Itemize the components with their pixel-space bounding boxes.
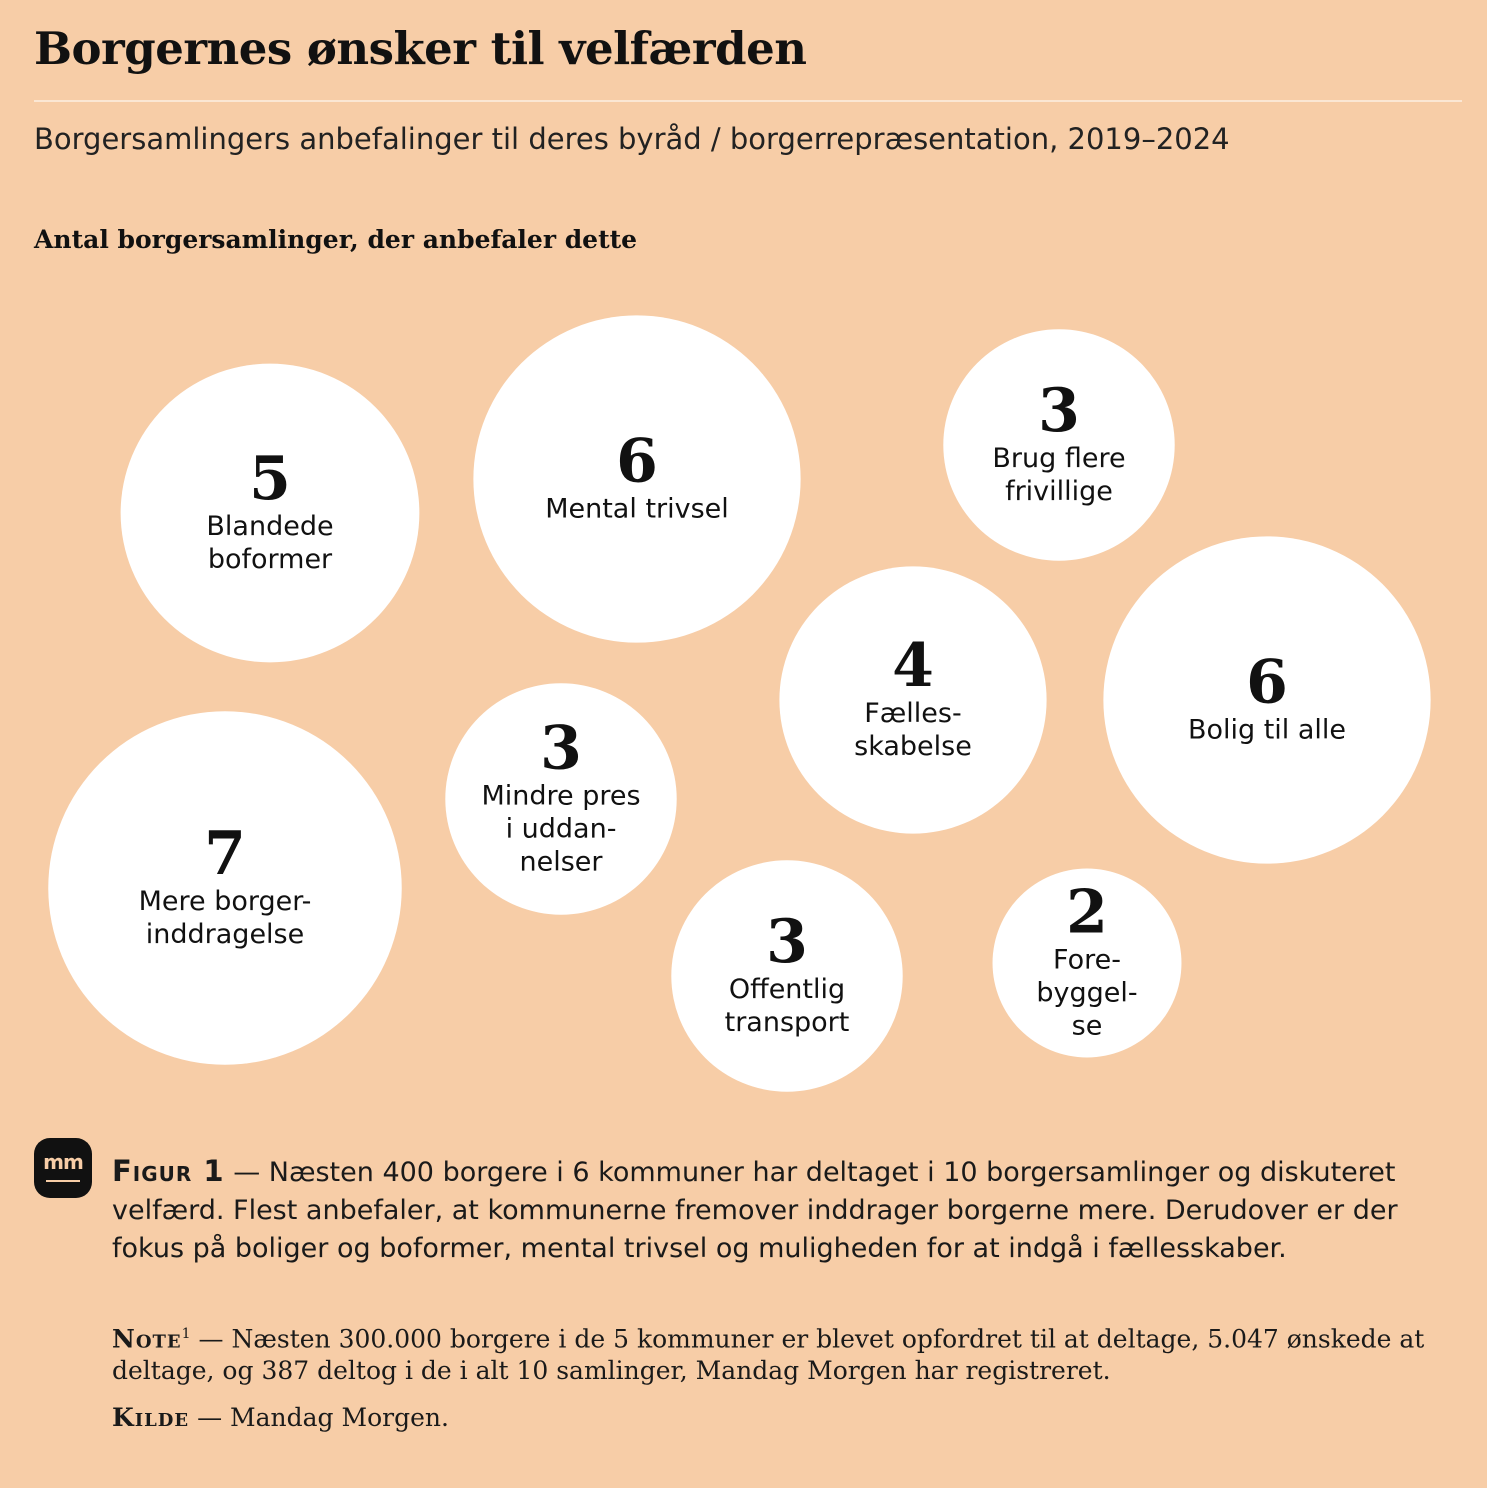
bubble-value: 3	[540, 713, 582, 784]
bubble-value: 5	[249, 444, 291, 514]
bubble-label: boformer	[207, 544, 333, 575]
bubble-0	[121, 364, 420, 663]
bubble-label: Bolig til alle	[1187, 714, 1347, 746]
bubble-5	[445, 683, 676, 914]
bubble-label: Fælles-	[864, 698, 962, 729]
value-axis-title: Antal borgersamlinger, der anbefaler dette	[34, 225, 638, 254]
figure-source	[112, 1402, 1457, 1434]
logo-underline	[46, 1180, 80, 1182]
bubble-6	[48, 711, 401, 1064]
bubble-value: 3	[1038, 376, 1080, 446]
bubble-3	[779, 566, 1046, 833]
bubble-value: 7	[204, 819, 246, 889]
note-superscript: 1	[181, 1326, 191, 1342]
bubble-value: 6	[616, 426, 658, 497]
bubble-label: Mindre pres	[481, 780, 641, 812]
note-text: Næsten 300.000 borgere i de 5 kommuner er blevet opfordret til at deltage, 5.047 ønskede at deltage, og 387 deltog i de i alt 10 samlinger, Mandag Morgen har registreret.	[112, 1324, 1425, 1386]
bubble-value: 2	[1066, 877, 1108, 948]
bubble-value: 6	[1246, 647, 1288, 718]
logo-text: mm	[43, 1150, 83, 1174]
chart-title: Borgernes ønsker til velfærden	[34, 22, 807, 75]
caption-lead: Figur 1	[112, 1154, 225, 1188]
bubble-label: Mere borger-	[138, 886, 312, 917]
bubble-2	[943, 329, 1174, 560]
bubble-label: transport	[724, 1007, 850, 1038]
bubble-label: frivillige	[1005, 476, 1113, 507]
bubble-label: Offentlig	[728, 974, 846, 1005]
bubble-value: 3	[766, 907, 808, 977]
caption-dash: —	[233, 1157, 261, 1188]
bubble-label: Mental trivsel	[545, 493, 729, 525]
bubble-8	[993, 869, 1182, 1058]
bubble-label: skabelse	[854, 731, 972, 762]
bubble-label: Fore-	[1053, 944, 1121, 976]
bubble-4	[1103, 536, 1430, 863]
bubble-label: nelser	[519, 846, 603, 878]
note-dash: —	[198, 1324, 224, 1354]
mandag-morgen-logo	[34, 1138, 92, 1198]
source-dash: —	[197, 1403, 223, 1432]
source-lead: Kilde	[112, 1403, 190, 1432]
chart-subtitle: Borgersamlingers anbefalinger til deres byråd / borgerrepræsentation, 2019–2024	[34, 122, 1230, 156]
figure-note	[112, 1318, 1457, 1387]
figure-caption	[112, 1152, 1457, 1268]
bubble-7	[671, 860, 902, 1091]
bubble-label: Blandede	[206, 511, 334, 542]
bubble-label: byggel-	[1036, 977, 1138, 1009]
bubble-1	[473, 315, 800, 642]
caption-text: Næsten 400 borgere i 6 kommuner har deltaget i 10 borgersamlinger og diskuteret velfærd. Flest anbefaler, at kommunerne fremover inddrager borgerne mere. Derudover er der fokus på boliger og boformer, mental trivsel og muligheden for at indgå i fællesskaber.	[112, 1157, 1398, 1264]
bubble-label: Brug flere	[992, 443, 1126, 474]
bubble-label: inddragelse	[145, 919, 305, 950]
source-text: Mandag Morgen.	[230, 1403, 449, 1432]
note-lead: Note	[112, 1324, 182, 1354]
bubble-label: se	[1071, 1010, 1103, 1042]
bubble-label: i uddan-	[505, 813, 617, 845]
bubble-value: 4	[892, 631, 934, 701]
